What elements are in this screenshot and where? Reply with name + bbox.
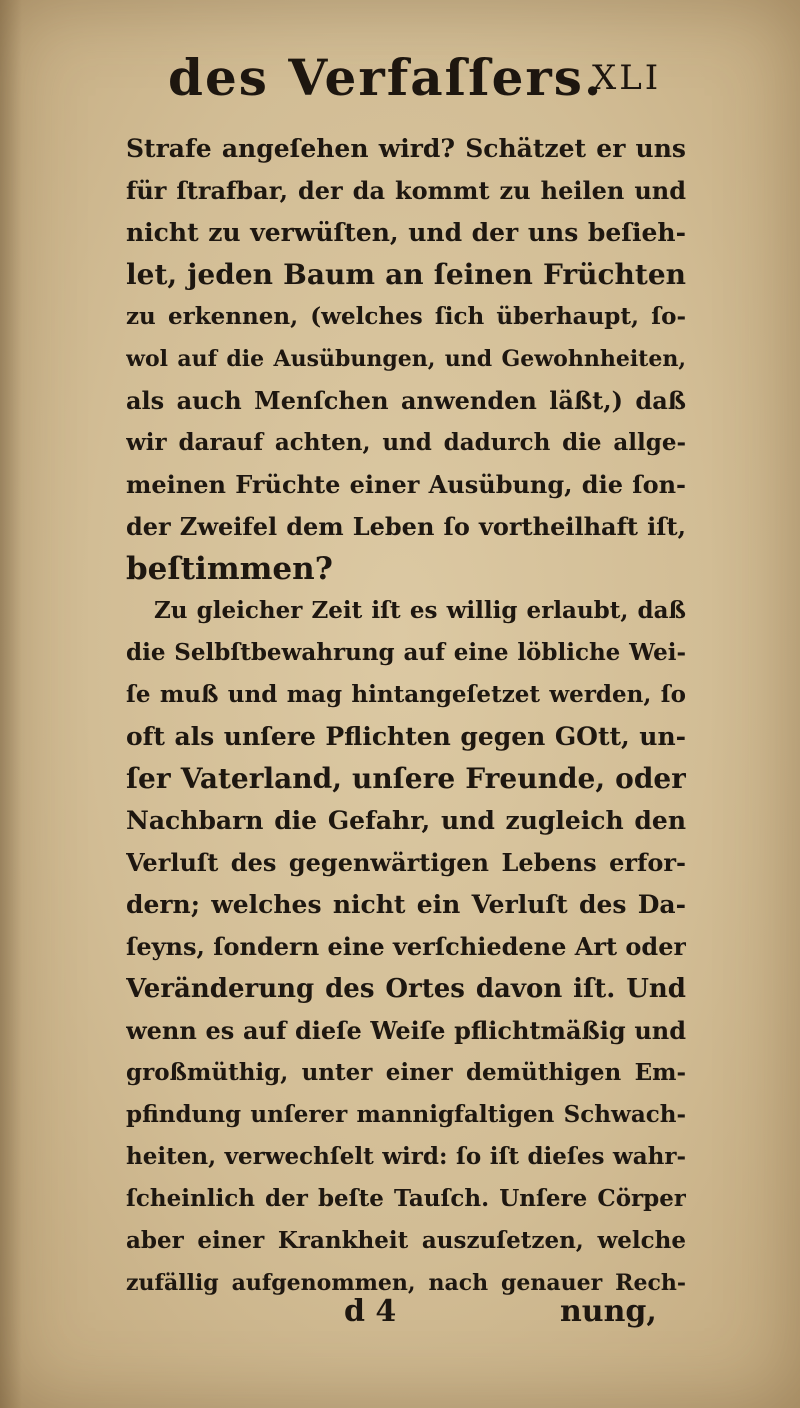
- text-line: wir darauf achten, und dadurch die allge-: [126, 429, 686, 456]
- text-line: oft als unſere Pflichten gegen GOtt, un-: [126, 722, 686, 751]
- text-line: ſe muß und mag hintangeſetzet werden, ſo: [126, 681, 686, 708]
- text-line: wenn es auf dieſe Weiſe pflichtmäßig und: [126, 1016, 686, 1045]
- text-line: beſtimmen?: [126, 551, 333, 587]
- text-line: Veränderung des Ortes davon iſt. Und: [126, 974, 686, 1004]
- text-line: pfindung unſerer mannigfaltigen Schwach-: [126, 1101, 686, 1128]
- text-line: der Zweifel dem Leben ſo vortheilhaft iſt,: [126, 512, 686, 541]
- text-line: Nachbarn die Gefahr, und zugleich den: [126, 806, 686, 835]
- paragraph-start-line: Zu gleicher Zeit iſt es willig erlaubt, daß: [154, 597, 686, 624]
- signature-mark: d 4: [344, 1294, 397, 1329]
- text-line: großmüthig, unter einer demüthigen Em-: [126, 1059, 686, 1086]
- text-line: heiten, verwechſelt wird: ſo iſt dieſes wahr-: [126, 1143, 686, 1170]
- text-line: als auch Menſchen anwenden läßt,) daß: [126, 386, 686, 415]
- text-line: dern; welches nicht ein Verluſt des Da-: [126, 890, 686, 919]
- running-head: des Verfaſſers.: [168, 48, 604, 107]
- text-line: für ſtrafbar, der da kommt zu heilen und: [126, 176, 686, 205]
- page-gutter-shadow: [0, 0, 22, 1408]
- text-line: wol auf die Ausübungen, und Gewohnheiten,: [126, 346, 686, 372]
- page-number: XLI: [592, 58, 662, 98]
- catchword: nung,: [560, 1294, 657, 1329]
- text-line: meinen Früchte einer Ausübung, die ſon-: [126, 470, 686, 499]
- text-line: ſcheinlich der beſte Tauſch. Unſere Cörper: [126, 1185, 686, 1212]
- text-line: ſeyns, ſondern eine verſchiedene Art oder: [126, 932, 686, 961]
- page-header: [0, 40, 800, 120]
- text-line: let, jeden Baum an ſeinen Früchten: [126, 258, 686, 291]
- text-line: aber einer Krankheit auszuſetzen, welche: [126, 1227, 686, 1254]
- text-line: Verluſt des gegenwärtigen Lebens erfor-: [126, 848, 686, 877]
- text-line: die Selbſtbewahrung auf eine löbliche Wei-: [126, 639, 686, 666]
- text-line: ſer Vaterland, unſere Freunde, oder: [126, 762, 686, 795]
- page-footer: [0, 1294, 800, 1338]
- text-line: zufällig aufgenommen, nach genauer Rech-: [126, 1270, 686, 1296]
- text-line: nicht zu verwüſten, und der uns beſieh-: [126, 218, 686, 247]
- text-line: zu erkennen, (welches ſich überhaupt, ſo-: [126, 303, 686, 330]
- text-line: Strafe angeſehen wird? Schätzet er uns: [126, 134, 686, 163]
